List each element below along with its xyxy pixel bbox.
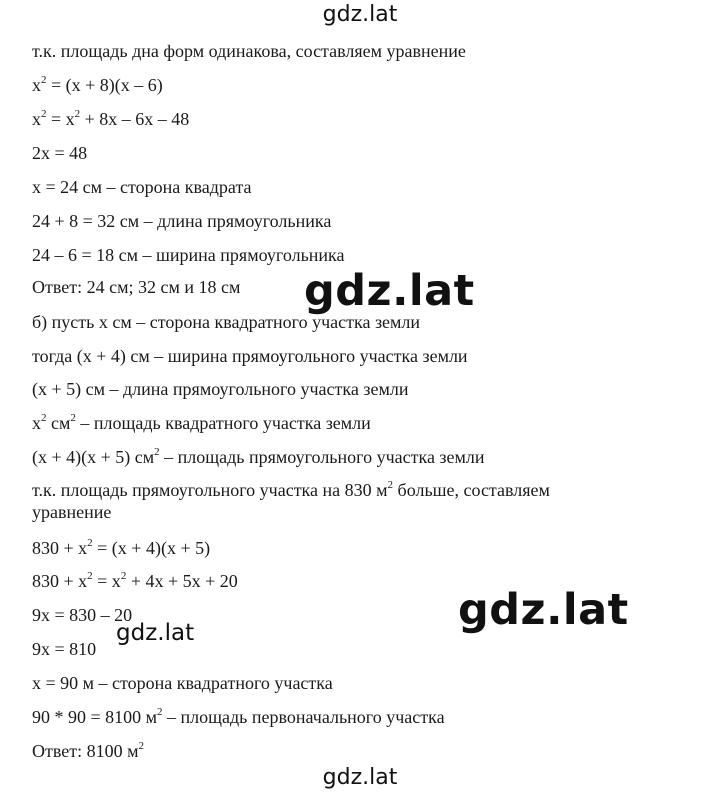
text-line: 24 + 8 = 32 см – длина прямоугольника bbox=[32, 211, 332, 231]
watermark-bottom: gdz.lat bbox=[322, 765, 398, 790]
equation-line: $x^2 = x^2 + 8x - 6x - 48$ bbox=[32, 108, 190, 129]
text-line: тогда (x + 4) см – ширина прямоугольного участка земли bbox=[32, 346, 468, 366]
text-line: (x + 4)(x + 5) $см^2$ – площадь прямоугольного участка земли bbox=[32, 446, 485, 467]
watermark-top: gdz.lat bbox=[322, 2, 398, 27]
text-line: б) пусть x см – сторона квадратного участка земли bbox=[32, 312, 421, 332]
equation-line: 9x = 830 – 20 bbox=[32, 605, 133, 625]
watermark-small: gdz.lat bbox=[116, 620, 195, 646]
text-line: 24 – 6 = 18 см – ширина прямоугольника bbox=[32, 245, 345, 265]
watermark-right: gdz.lat bbox=[458, 585, 629, 635]
answer-line: Ответ: 8100 $м^2$ bbox=[32, 740, 145, 761]
text-line: 90 * 90 = 8100 $м^2$ – площадь первоначального участка bbox=[32, 706, 445, 727]
equation-line: 2x = 48 bbox=[32, 143, 88, 163]
equation-line: $x^2 = (x + 8)(x - 6)$ bbox=[32, 74, 163, 95]
watermark-middle: gdz.lat bbox=[304, 266, 475, 316]
text-line: уравнение bbox=[32, 502, 112, 522]
text-line: т.к. площадь дна форм одинакова, составляем уравнение bbox=[32, 41, 466, 61]
equation-line: $830 + x^2 = x^2 + 4x + 5x + 20$ bbox=[32, 570, 238, 591]
equation-line: $830 + x^2 = (x + 4)(x + 5)$ bbox=[32, 537, 211, 558]
answer-line: Ответ: 24 см; 32 см и 18 см bbox=[32, 277, 241, 297]
text-line: т.к. площадь прямоугольного участка на 830 $м^2$ больше, составляем bbox=[32, 479, 550, 500]
text-line: $x^2$ $см^2$ – площадь квадратного участка земли bbox=[32, 412, 371, 433]
text-line: x = 24 см – сторона квадрата bbox=[32, 177, 252, 197]
text-line: x = 90 м – сторона квадратного участка bbox=[32, 673, 333, 693]
equation-line: 9x = 810 bbox=[32, 639, 97, 659]
text-line: (x + 5) см – длина прямоугольного участка земли bbox=[32, 379, 409, 399]
